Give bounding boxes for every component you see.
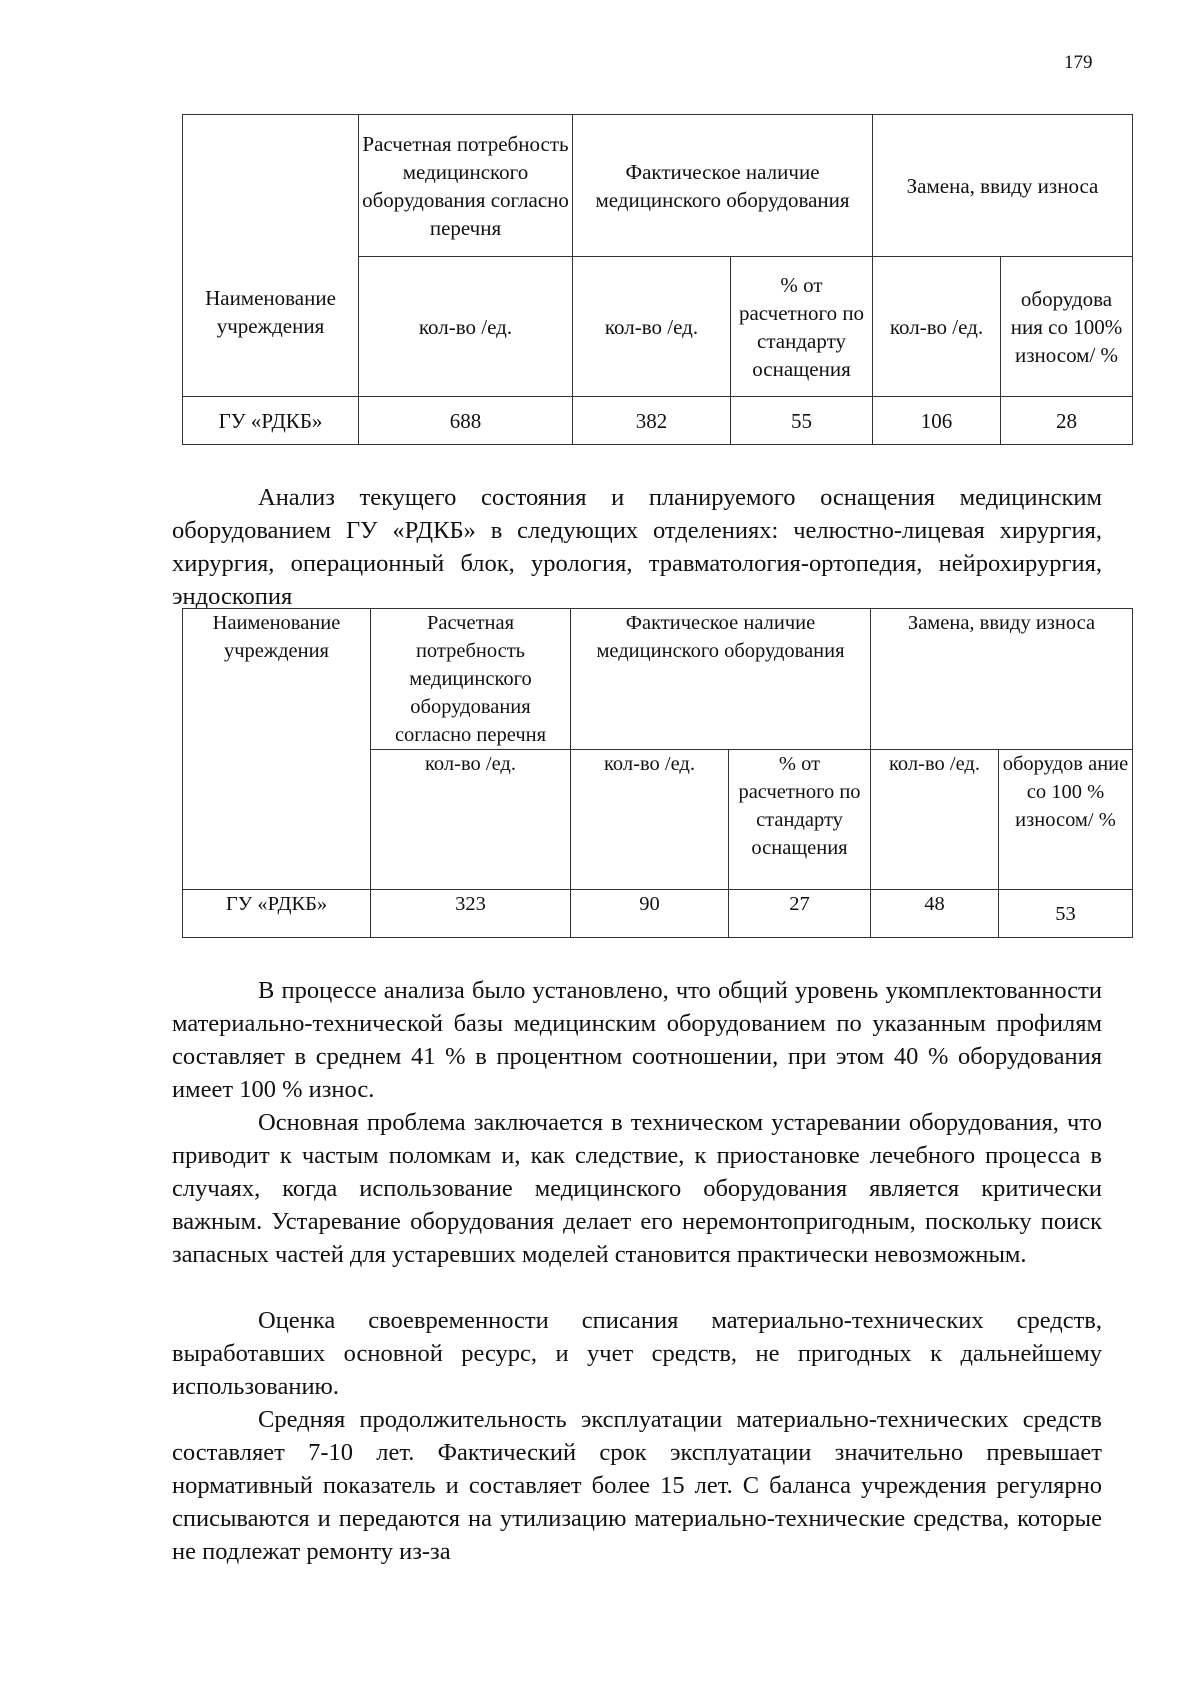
cell-actual-qty: 382 [573, 397, 731, 445]
header-wear-replacement: Замена, ввиду износа [871, 609, 1133, 750]
cell-actual-pct: 27 [729, 890, 871, 938]
table-row [183, 397, 1133, 445]
cell-institution: ГУ «РДКБ» [183, 890, 371, 938]
subheader-replace-qty: кол-во /ед. [873, 257, 1001, 397]
cell-replace-qty: 106 [873, 397, 1001, 445]
subheader-actual-pct: % от расчетного по стандарту оснащения [731, 257, 873, 397]
cell-actual-pct: 55 [731, 397, 873, 445]
subheader-required-qty: кол-во /ед. [359, 257, 573, 397]
paragraph-service-life: Средняя продолжительность эксплуатации материально-технических средств составляет 7-10 лет. Фактический срок эксплуатации значительно превышает нормативный показатель и составляет более 15 лет. С баланса учреждения регулярно списываются и передаются на утилизацию материально-технические средства, которые не подлежат ремонту из-за [172, 1406, 1102, 1565]
subheader-actual-qty: кол-во /ед. [573, 257, 731, 397]
cell-required-qty: 688 [359, 397, 573, 445]
subheader-actual-qty: кол-во /ед. [571, 750, 729, 890]
header-actual-availability: Фактическое наличие медицинского оборудования [571, 609, 871, 750]
cell-required-qty: 323 [371, 890, 571, 938]
subheader-replace-pct: оборудова ния со 100% износом/ % [1001, 257, 1133, 397]
header-wear-replacement: Замена, ввиду износа [873, 115, 1133, 257]
paragraph-main-problem: Основная проблема заключается в техническом устаревании оборудования, что приводит к частым поломкам и, как следствие, к приостановке лечебного процесса в случаях, когда использование медицинского оборудования является критически важным. Устаревание оборудования делает его неремонтопригодным, поскольку поиск запасных частей для устаревших моделей становится практически невозможным. [172, 1109, 1102, 1268]
header-institution-name: Наименование учреждения [183, 115, 359, 397]
subheader-replace-qty: кол-во /ед. [871, 750, 999, 890]
cell-replace-qty: 48 [871, 890, 999, 938]
table-row [183, 890, 1133, 938]
cell-replace-pct: 28 [1001, 397, 1133, 445]
intro-paragraph: Анализ текущего состояния и планируемого оснащения медицинским оборудованием ГУ «РДКБ» в следующих отделениях: челюстно-лицевая хирургия, хирургия, операционный блок, урология, травматология-ортопедия, нейрохирургия, эндоскопия [172, 484, 1102, 610]
header-actual-availability: Фактическое наличие медицинского оборудования [573, 115, 873, 257]
subheader-required-qty: кол-во /ед. [371, 750, 571, 890]
header-required-need: Расчетная потребность медицинского оборудования согласно перечня [359, 115, 573, 257]
subheader-actual-pct: % от расчетного по стандарту оснащения [729, 750, 871, 890]
paragraph-analysis: В процессе анализа было установлено, что общий уровень укомплектованности материально-технической базы медицинским оборудованием по указанным профилям составляет в среднем 41 % в процентном соотношении, при этом 40 % оборудования имеет 100 % износ. [172, 977, 1102, 1103]
cell-replace-pct: 53 [999, 890, 1133, 938]
subheader-replace-pct: оборудов ание со 100 % износом/ % [999, 750, 1133, 890]
header-required-need: Расчетная потребность медицинского оборудования согласно перечня [371, 609, 571, 750]
equipment-table-2 [182, 608, 1133, 938]
header-institution-name: Наименование учреждения [183, 609, 371, 890]
cell-institution: ГУ «РДКБ» [183, 397, 359, 445]
page-number: 179 [1064, 52, 1093, 73]
equipment-table-1 [182, 114, 1133, 445]
cell-actual-qty: 90 [571, 890, 729, 938]
paragraph-write-off: Оценка своевременности списания материально-технических средств, выработавших основной ресурс, и учет средств, не пригодных к дальнейшему использованию. [172, 1307, 1102, 1400]
